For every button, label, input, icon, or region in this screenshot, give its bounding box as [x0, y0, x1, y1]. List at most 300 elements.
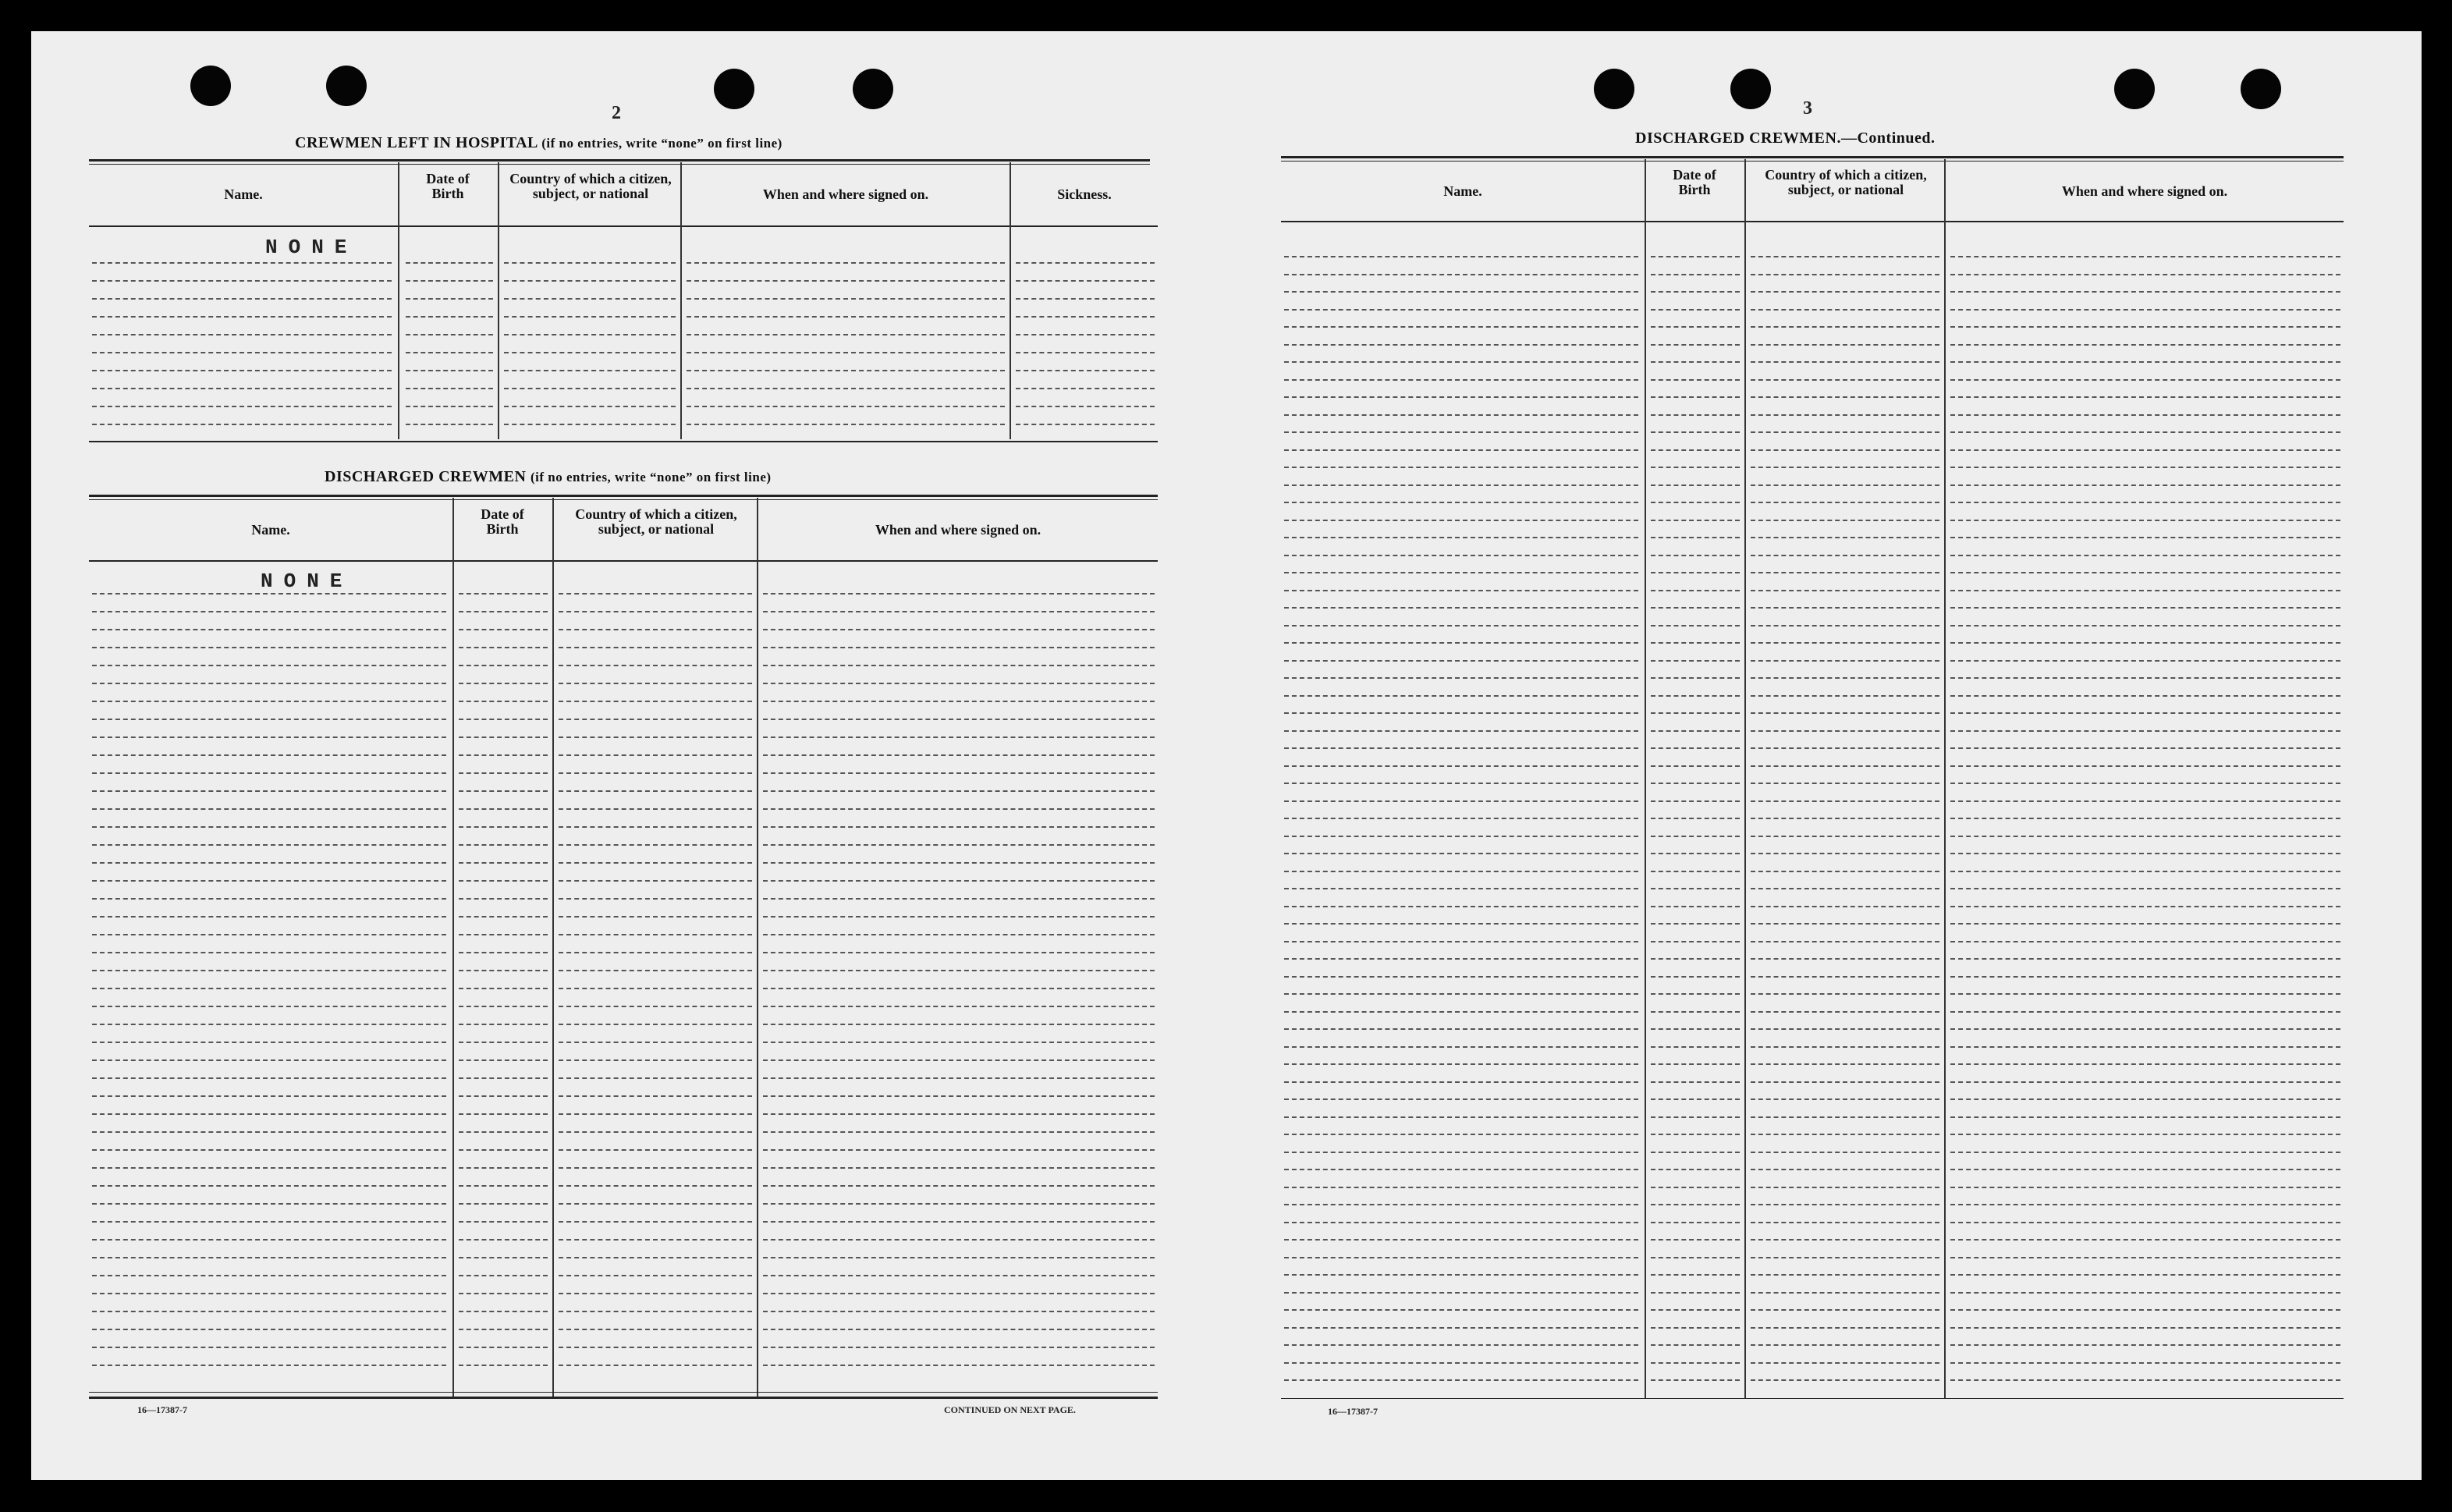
entry-line: [92, 683, 446, 684]
entry-line: [1950, 695, 2340, 697]
entry-line: [1751, 677, 1939, 679]
entry-line: [92, 808, 446, 810]
entry-line: [763, 1257, 1155, 1258]
entry-line: [559, 1131, 752, 1133]
entry-line: [763, 629, 1155, 630]
entry-line: [1751, 1362, 1939, 1364]
entry-line: [504, 406, 676, 407]
entry-line: [559, 1347, 752, 1348]
entry-line: [92, 629, 446, 630]
column-divider: [1944, 159, 1946, 1398]
entry-line: [1950, 1116, 2340, 1118]
entry-line: [1751, 274, 1939, 275]
entry-line: [763, 826, 1155, 828]
entry-line: [1950, 730, 2340, 732]
entry-line: [1950, 625, 2340, 626]
entry-line: [559, 1293, 752, 1294]
entry-line: [1284, 607, 1638, 609]
entry-line: [1751, 906, 1939, 907]
entry-line: [406, 424, 493, 425]
entry-line: [1284, 379, 1638, 381]
entry-line: [559, 1167, 752, 1169]
entry-line: [559, 1024, 752, 1025]
entry-line: [1651, 730, 1740, 732]
entry-line: [1751, 309, 1939, 311]
entry-line: [459, 1042, 548, 1043]
punch-hole: [326, 66, 367, 106]
entry-line: [1651, 1344, 1740, 1346]
continued-note: CONTINUED ON NEXT PAGE.: [944, 1404, 1076, 1415]
entry-line: [559, 647, 752, 648]
entry-line: [459, 1329, 548, 1330]
entry-line: [1651, 1046, 1740, 1048]
right-bottom-rule: [1281, 1398, 2344, 1399]
entry-line: [1751, 1344, 1939, 1346]
entry-line: [763, 880, 1155, 882]
entry-line: [1651, 520, 1740, 521]
entry-line: [1651, 695, 1740, 697]
entry-line: [1751, 836, 1939, 837]
entry-line: [1950, 888, 2340, 889]
entry-line: [459, 1347, 548, 1348]
entry-line: [1950, 800, 2340, 802]
entry-line: [763, 1293, 1155, 1294]
entry-line: [1950, 906, 2340, 907]
entry-line: [92, 334, 392, 335]
entry-line: [1284, 906, 1638, 907]
entry-line: [406, 280, 493, 282]
entry-line: [459, 844, 548, 846]
entry-line: [1950, 572, 2340, 573]
entry-line: [1950, 783, 2340, 784]
entry-line: [459, 880, 548, 882]
entry-line: [504, 334, 676, 335]
column-divider: [1010, 162, 1011, 439]
hospital-top-rule-2: [89, 164, 1150, 165]
entry-line: [763, 916, 1155, 917]
entry-line: [1751, 976, 1939, 978]
entry-line: [1751, 1204, 1939, 1205]
entry-line: [1950, 309, 2340, 311]
punch-hole: [2114, 69, 2155, 109]
entry-line: [1751, 431, 1939, 433]
entry-line: [1751, 1063, 1939, 1065]
entry-line: [1751, 941, 1939, 942]
entry-line: [1950, 1063, 2340, 1065]
entry-line: [92, 1329, 446, 1330]
entry-line: [559, 808, 752, 810]
entry-line: [92, 1203, 446, 1205]
entry-line: [1950, 871, 2340, 872]
entry-line: [763, 754, 1155, 756]
entry-line: [1950, 326, 2340, 328]
entry-line: [504, 316, 676, 318]
entry-line: [1284, 326, 1638, 328]
entry-line: [559, 1042, 752, 1043]
entry-line: [763, 1347, 1155, 1348]
entry-line: [92, 1006, 446, 1007]
discharged-title-text: DISCHARGED CREWMEN: [325, 468, 527, 485]
entry-line: [1950, 555, 2340, 556]
entry-line: [92, 844, 446, 846]
column-header-country: Country of which a citizen, subject, or national: [1765, 167, 1927, 197]
entry-line: [1284, 695, 1638, 697]
entry-line: [504, 370, 676, 371]
column-header-country: Country of which a citizen, subject, or national: [575, 506, 737, 537]
entry-line: [559, 1239, 752, 1240]
entry-line: [92, 862, 446, 864]
entry-line: [763, 1131, 1155, 1133]
entry-line: [763, 593, 1155, 595]
entry-line: [459, 1149, 548, 1151]
entry-line: [1751, 572, 1939, 573]
entry-line: [459, 683, 548, 684]
entry-line: [763, 844, 1155, 846]
entry-line: [1751, 783, 1939, 784]
entry-line: [1751, 1081, 1939, 1083]
entry-line: [763, 647, 1155, 648]
hospital-section-title: [295, 134, 782, 152]
entry-line: [1950, 958, 2340, 960]
discharged-header-rule: [89, 560, 1158, 562]
entry-line: [1284, 677, 1638, 679]
entry-line: [1651, 1011, 1740, 1013]
entry-line: [1284, 660, 1638, 662]
entry-line: [92, 1113, 446, 1115]
entry-line: [92, 280, 392, 282]
entry-line: [459, 808, 548, 810]
column-header-signed-on: When and where signed on.: [875, 522, 1041, 538]
entry-line: [1751, 344, 1939, 346]
entry-line: [1950, 1327, 2340, 1329]
entry-line: [1751, 449, 1939, 451]
entry-line: [1651, 888, 1740, 889]
entry-line: [1651, 256, 1740, 257]
entry-line: [763, 808, 1155, 810]
entry-line: [763, 862, 1155, 864]
hospital-title-text: CREWMEN LEFT IN HOSPITAL: [295, 134, 538, 151]
entry-line: [1751, 467, 1939, 468]
entry-line: [1284, 1344, 1638, 1346]
entry-line: [459, 1006, 548, 1007]
entry-line: [559, 593, 752, 595]
entry-line: [1651, 291, 1740, 293]
column-divider: [552, 498, 554, 1399]
entry-line: [763, 1275, 1155, 1276]
entry-line: [1651, 326, 1740, 328]
entry-line: [1651, 1309, 1740, 1311]
entry-line: [1651, 993, 1740, 995]
entry-line: [1651, 537, 1740, 538]
page-number: 2: [612, 103, 621, 123]
entry-line: [92, 1149, 446, 1151]
entry-line: [1016, 406, 1155, 407]
entry-line: [92, 1239, 446, 1240]
entry-line: [1751, 1011, 1939, 1013]
entry-line: [1651, 274, 1740, 275]
entry-line: [504, 352, 676, 353]
entry-line: [1284, 1362, 1638, 1364]
entry-line: [1950, 414, 2340, 416]
entry-line: [1651, 467, 1740, 468]
entry-line: [763, 611, 1155, 612]
entry-line: [1950, 502, 2340, 503]
entry-line: [92, 1347, 446, 1348]
entry-line: [1016, 352, 1155, 353]
entry-line: [1651, 1116, 1740, 1118]
entry-line: [1284, 467, 1638, 468]
entry-line: [1284, 256, 1638, 257]
entry-line: [504, 262, 676, 264]
discharged-continued-title: DISCHARGED CREWMEN.—Continued.: [1635, 130, 1936, 147]
entry-line: [1950, 765, 2340, 767]
entry-line: [459, 1221, 548, 1223]
column-header-sickness: Sickness.: [1057, 186, 1112, 202]
entry-line: [1284, 941, 1638, 942]
entry-line: [92, 370, 392, 371]
entry-line: [1651, 449, 1740, 451]
entry-line: [459, 1185, 548, 1187]
entry-line: [92, 719, 446, 720]
entry-line: [1651, 677, 1740, 679]
entry-line: [459, 826, 548, 828]
entry-line: [459, 593, 548, 595]
entry-line: [1950, 520, 2340, 521]
entry-line: [1950, 1169, 2340, 1170]
entry-line: [1284, 783, 1638, 784]
entry-line: [1950, 941, 2340, 942]
column-header-name: Name.: [224, 186, 263, 202]
entry-line: [459, 934, 548, 935]
entry-line: [92, 647, 446, 648]
discharged-section-title: [325, 468, 772, 486]
entry-line: [1751, 642, 1939, 644]
entry-line: [1751, 1292, 1939, 1294]
entry-line: [459, 1311, 548, 1312]
entry-line: [504, 280, 676, 282]
entry-line: [559, 1365, 752, 1366]
entry-line: [459, 772, 548, 774]
entry-line: [1950, 1099, 2340, 1100]
entry-line: [1284, 502, 1638, 503]
entry-line: [1950, 1274, 2340, 1276]
entry-line: [763, 1239, 1155, 1240]
entry-line: [459, 988, 548, 989]
entry-line: [1284, 414, 1638, 416]
entry-line: [92, 880, 446, 882]
column-header-country: Country of which a citizen, subject, or national: [509, 171, 672, 201]
entry-line: [687, 406, 1005, 407]
discharged-subtitle-text: (if no entries, write “none” on first line): [530, 470, 772, 484]
entry-line: [1284, 1169, 1638, 1170]
entry-line: [559, 1077, 752, 1079]
entry-line: [1651, 1187, 1740, 1188]
entry-line: [1284, 274, 1638, 275]
entry-line: [1651, 1327, 1740, 1329]
entry-line: [1651, 1239, 1740, 1240]
entry-line: [1651, 923, 1740, 925]
column-divider: [1744, 159, 1746, 1398]
entry-line: [1651, 642, 1740, 644]
entry-line: [459, 1239, 548, 1240]
entry-line: [459, 611, 548, 612]
entry-line: [1651, 344, 1740, 346]
entry-line: [1651, 800, 1740, 802]
entry-line: [1950, 1379, 2340, 1381]
entry-line: [1651, 871, 1740, 872]
entry-line: [1651, 1274, 1740, 1276]
entry-line: [1284, 396, 1638, 398]
entry-line: [1016, 388, 1155, 389]
entry-line: [559, 665, 752, 666]
entry-line: [1751, 923, 1939, 925]
right-top-rule: [1281, 156, 2344, 158]
entry-line: [1651, 1292, 1740, 1294]
entry-line: [559, 1059, 752, 1061]
entry-line: [559, 790, 752, 792]
entry-line: [763, 1095, 1155, 1097]
entry-line: [1651, 1379, 1740, 1381]
entry-line: [92, 1024, 446, 1025]
entry-line: [1950, 747, 2340, 749]
entry-line: [459, 970, 548, 971]
entry-line: [763, 1059, 1155, 1061]
entry-line: [1751, 484, 1939, 486]
entry-line: [92, 1275, 446, 1276]
entry-line: [687, 334, 1005, 335]
column-header-name: Name.: [1443, 183, 1482, 199]
discharged-top-rule-2: [89, 499, 1158, 500]
entry-line: [1950, 976, 2340, 978]
entry-line: [1651, 1222, 1740, 1223]
entry-line: [459, 898, 548, 900]
entry-line: [1651, 1134, 1740, 1135]
entry-line: [1950, 274, 2340, 275]
entry-line: [559, 952, 752, 953]
entry-line: [763, 772, 1155, 774]
entry-line: [459, 952, 548, 953]
entry-line: [1284, 853, 1638, 854]
entry-line: [763, 1329, 1155, 1330]
entry-line: [1950, 1257, 2340, 1258]
entry-line: [559, 1113, 752, 1115]
entry-line: [1751, 765, 1939, 767]
entry-line: [1651, 361, 1740, 363]
entry-line: [1751, 396, 1939, 398]
entry-line: [687, 262, 1005, 264]
entry-line: [1751, 1169, 1939, 1170]
entry-line: [1651, 747, 1740, 749]
column-divider: [757, 498, 758, 1399]
entry-line: [459, 1059, 548, 1061]
entry-line: [1284, 1187, 1638, 1188]
entry-line: [1016, 262, 1155, 264]
entry-line: [92, 826, 446, 828]
entry-line: [1284, 431, 1638, 433]
entry-line: [1751, 747, 1939, 749]
entry-line: [1751, 871, 1939, 872]
entry-line: [459, 647, 548, 648]
hospital-subtitle-text: (if no entries, write “none” on first line): [541, 136, 782, 151]
entry-line: [92, 1077, 446, 1079]
entry-line: [1950, 484, 2340, 486]
entry-line: [1950, 818, 2340, 819]
entry-line: [1950, 923, 2340, 925]
entry-line: [92, 352, 392, 353]
entry-line: [459, 1257, 548, 1258]
column-header-date-of-birth: Date of Birth: [426, 171, 470, 201]
column-header-signed-on: When and where signed on.: [2061, 183, 2228, 199]
discharged-bottom-rule-2: [89, 1397, 1158, 1399]
entry-line: [1284, 1327, 1638, 1329]
entry-line: [763, 719, 1155, 720]
entry-line: [459, 1203, 548, 1205]
entry-line: [1950, 1309, 2340, 1311]
entry-line: [406, 262, 493, 264]
entry-line: [763, 701, 1155, 702]
entry-line: [459, 701, 548, 702]
entry-line: [1284, 484, 1638, 486]
entry-line: [92, 988, 446, 989]
entry-line: [1950, 1028, 2340, 1030]
column-divider: [398, 162, 399, 439]
entry-line: [1651, 1063, 1740, 1065]
entry-line: [1284, 1274, 1638, 1276]
entry-line: [1751, 414, 1939, 416]
entry-line: [92, 611, 446, 612]
entry-line: [1751, 1239, 1939, 1240]
entry-line: [1950, 291, 2340, 293]
entry-line: [763, 683, 1155, 684]
entry-line: [1950, 431, 2340, 433]
entry-line: [406, 316, 493, 318]
entry-line: [504, 388, 676, 389]
entry-line: [1016, 298, 1155, 300]
entry-line: [1284, 520, 1638, 521]
entry-line: [504, 424, 676, 425]
entry-line: [559, 826, 752, 828]
entry-line: [1016, 280, 1155, 282]
entry-line: [1284, 1134, 1638, 1135]
entry-line: [559, 1185, 752, 1187]
entry-line: [559, 719, 752, 720]
punch-hole: [1594, 69, 1634, 109]
entry-line: [1751, 1222, 1939, 1223]
entry-line: [1651, 1204, 1740, 1205]
entry-line: [1651, 660, 1740, 662]
entry-line: [1751, 379, 1939, 381]
entry-line: [1751, 1028, 1939, 1030]
entry-line: [687, 316, 1005, 318]
entry-line: [1751, 1274, 1939, 1276]
entry-line: [92, 1167, 446, 1169]
entry-line: [559, 629, 752, 630]
entry-line: [459, 1275, 548, 1276]
entry-line: [763, 1167, 1155, 1169]
entry-line: [406, 370, 493, 371]
entry-line: [459, 1365, 548, 1366]
entry-line: [1284, 1152, 1638, 1153]
entry-line: [1950, 1011, 2340, 1013]
entry-line: [1651, 1152, 1740, 1153]
entry-line: [459, 1095, 548, 1097]
entry-line: [763, 790, 1155, 792]
entry-line: [92, 1185, 446, 1187]
entry-line: [92, 1131, 446, 1133]
punch-hole: [1730, 69, 1771, 109]
column-header-date-of-birth: Date of Birth: [1673, 167, 1716, 197]
entry-line: [763, 1077, 1155, 1079]
